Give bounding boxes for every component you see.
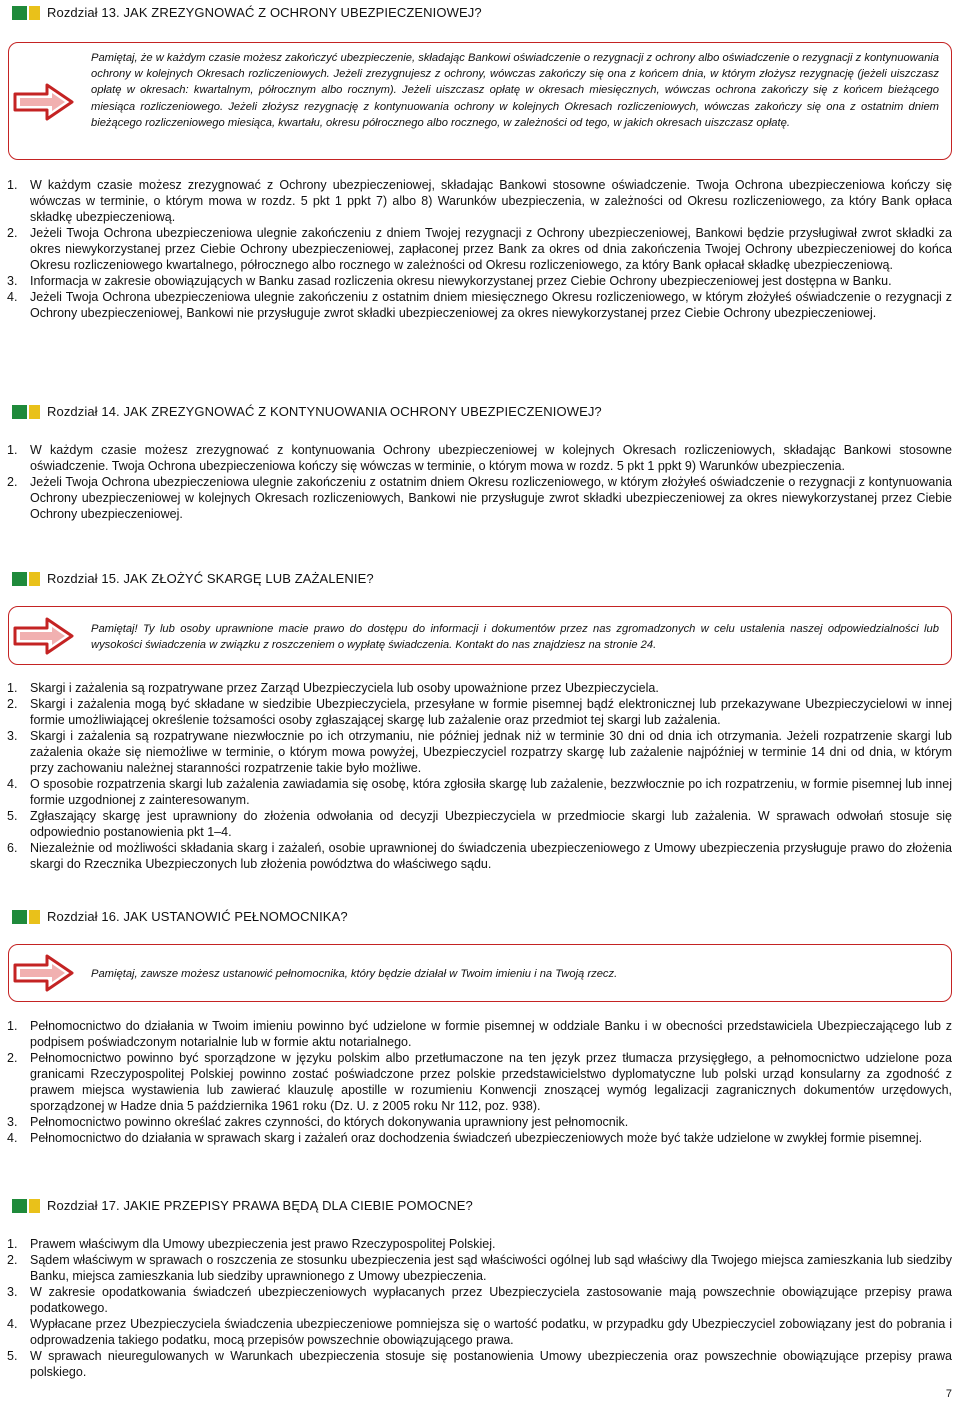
green-square-icon: [12, 405, 27, 419]
green-square-icon: [12, 910, 27, 924]
list-item: 5. Zgłaszający skargę jest uprawniony do złożenia odwołania od decyzji Ubezpieczyciela w przedmiocie skargi lub zażalenia. W sprawach odwołań stosuje się odpowiednio postanowienia pkt 1–4.: [7, 809, 952, 839]
green-square-icon: [12, 1199, 27, 1213]
list-item: 1. Prawem właściwym dla Umowy ubezpieczenia jest prawo Rzeczypospolitej Polskiej.: [7, 1237, 496, 1251]
notice-box: [8, 944, 952, 1002]
notice-text: Pamiętaj! Ty lub osoby uprawnione macie prawo do dostępu do informacji i dokumentów przez nas zgromadzonych w celu ustalenia naszej odpowiedzialności lub wysokości świadczenia w związku z roszczeniem o wypłatę świadczenia. Kontakt do nas znajdziesz na stronie 24.: [91, 623, 939, 652]
section-title: Rozdział 14. JAK ZREZYGNOWAĆ Z KONTYNUOWANIA OCHRONY UBEZPIECZENIOWEJ?: [47, 404, 602, 419]
numbered-list: [7, 442, 952, 522]
numbered-list: [7, 1018, 952, 1146]
yellow-square-icon: [29, 6, 40, 20]
list-item: 4. Wypłacane przez Ubezpieczyciela świadczenia ubezpieczeniowe pomniejsza się o wartość podatku, w przypadku gdy Ubezpieczyciel zobowiązany jest do pobrania i odprowadzenia takiego podatku, mocą przepisów powszechnie obowiązującego prawa.: [7, 1317, 952, 1347]
list-item: 4. Pełnomocnictwo do działania w sprawach skarg i zażaleń oraz dochodzenia świadczeń ubezpieczeniowych może być także udzielone w zwykłej formie pisemnej.: [7, 1131, 923, 1145]
notice-box: [8, 606, 952, 665]
section-heading: [12, 404, 602, 420]
section-heading: [12, 1198, 473, 1214]
red-arrow-icon: [13, 617, 75, 659]
notice-box: [8, 42, 952, 160]
list-item: 3. W zakresie opodatkowania świadczeń ubezpieczeniowych wypłacanych przez Ubezpieczyciela zastosowanie mają powszechnie obowiązujące przepisy prawa podatkowego.: [7, 1285, 952, 1315]
section-title: Rozdział 15. JAK ZŁOŻYĆ SKARGĘ LUB ZAŻALENIE?: [47, 571, 374, 586]
yellow-square-icon: [29, 405, 40, 419]
yellow-square-icon: [29, 1199, 40, 1213]
list-item: 3. Skargi i zażalenia są rozpatrywane niezwłocznie po ich otrzymaniu, nie później jednak niż w terminie 30 dni od dnia ich otrzymania. Jeżeli rozpatrzenie skargi lub zażalenia okaże się niemożliwe w terminie, o którym mowa powyżej, Ubezpieczyciel rozpatrzy skargę lub zażalenie najpóźniej w terminie 14 dni od dnia, w którym przy zachowaniu należnej staranności rozpatrzenie takie było możliwe.: [7, 729, 952, 775]
section-title: Rozdział 16. JAK USTANOWIĆ PEŁNOMOCNIKA?: [47, 909, 348, 924]
section-heading: [12, 909, 348, 925]
list-item: 2. Jeżeli Twoja Ochrona ubezpieczeniowa ulegnie zakończeniu z dniem Twojej rezygnacji z Ochrony ubezpieczeniowej, Bankowi będzie przysługiwał zwrot składki za okres niewykorzystanej przez Ciebie Ochrony ubezpieczeniowej, zapłaconej przez Bank za okres od dnia zakończenia Twojej Ochrony ubezpieczeniowej do końca Okresu rozliczeniowego kwartalnego, półrocznego albo rocznego w zależności od Okresu rozliczeniowego, za który Bank opłacał składkę ubezpieczeniową.: [7, 226, 952, 272]
section-heading: [12, 5, 482, 21]
green-square-icon: [12, 6, 27, 20]
list-item: 1. W każdym czasie możesz zrezygnować z Ochrony ubezpieczeniowej, składając Bankowi stosowne oświadczenie. Twoja Ochrona ubezpieczeniowa kończy się wówczas w terminie, o którym mowa w rozdz. 5 pkt 1 ppkt 7) albo 8) Warunków ubezpieczenia, w zależności od Okresu rozliczeniowego, za który Bank opłaca składkę ubezpieczeniową.: [7, 178, 952, 224]
section-heading: [12, 571, 374, 587]
page-number: 7: [945, 1388, 952, 1400]
numbered-list: [7, 1236, 952, 1380]
yellow-square-icon: [29, 910, 40, 924]
notice-text: Pamiętaj, zawsze możesz ustanowić pełnomocnika, który będzie działał w Twoim imieniu i na Twoją rzecz.: [91, 968, 618, 980]
list-item: 2. Jeżeli Twoja Ochrona ubezpieczeniowa ulegnie zakończeniu z ostatnim dniem Okresu rozliczeniowego, w którym złożyłeś oświadczenie o rezygnacji z kontynuowania Ochrony ubezpieczeniowej w kolejnych Okresach rozliczeniowych, Bankowi nie przysługuje zwrot składki ubezpieczeniowej za okres niewykorzystanej przez Ciebie Ochrony ubezpieczeniowej.: [7, 475, 952, 521]
list-item: 3. Informacja w zakresie obowiązujących w Banku zasad rozliczenia okresu niewykorzystanej przez Ciebie Ochrony ubezpieczeniowej jest dostępna w Banku.: [7, 274, 892, 288]
numbered-list: [7, 177, 952, 321]
list-item: 4. O sposobie rozpatrzenia skargi lub zażalenia zawiadamia się osobę, która zgłosiła skargę lub zażalenie, bezzwłocznie po ich rozpatrzeniu, w formie pisemnej lub innej formie uzgodnionej z zainteresowanym.: [7, 777, 952, 807]
list-item: 3. Pełnomocnictwo powinno określać zakres czynności, do których dokonywania uprawniony jest pełnomocnik.: [7, 1115, 629, 1129]
notice-text: Pamiętaj, że w każdym czasie możesz zakończyć ubezpieczenie, składając Bankowi oświadczenie o rezygnacji z ochrony albo oświadczenie o rezygnacji z kontynuowania ochrony w kolejnych Okresach rozliczeniowych. Jeżeli zrezygnujesz z ochrony, wówczas zakończy się ona z końcem dnia, w którym złożysz rezygnację (jeżeli uiszczasz opłatę w okresach: kwartalnym, półrocznym albo rocznym). Jeżeli uiszczasz opłatę w okresach miesięcznych, wówczas ochrona zakończy się z końcem bieżącego miesiąca rozliczeniowego. Jeżeli złożysz rezygnację z kontynuowania ochrony w kolejnych Okresach rozliczeniowych, wówczas zakończy się ona z ostatnim dniem bieżącego rozliczeniowego miesiąca, kwartału, okresu półrocznego albo rocznego, w zależności od tego, w jakich okresach uiszczasz opłatę.: [91, 52, 939, 129]
list-item: 1. Skargi i zażalenia są rozpatrywane przez Zarząd Ubezpieczyciela lub osoby upoważnione przez Ubezpieczyciela.: [7, 681, 659, 695]
section-title: Rozdział 17. JAKIE PRZEPISY PRAWA BĘDĄ DLA CIEBIE POMOCNE?: [47, 1198, 473, 1213]
list-item: 6. Niezależnie od możliwości składania skarg i zażaleń, osobie uprawnionej do świadczenia ubezpieczeniowego z Umowy ubezpieczenia przysługuje prawo do złożenia skargi do Rzecznika Ubezpieczonych lub złożenia powództwa do właściwego sądu.: [7, 841, 952, 871]
red-arrow-icon: [13, 954, 75, 996]
list-item: 1. W każdym czasie możesz zrezygnować z kontynuowania Ochrony ubezpieczeniowej w kolejnych Okresach rozliczeniowych, składając Bankowi stosowne oświadczenie. Twoja Ochrona ubezpieczeniowa kończy się wówczas w terminie, o którym mowa w rozdz. 5 pkt 1 ppkt 9) Warunków ubezpieczenia.: [7, 443, 952, 473]
numbered-list: [7, 680, 952, 872]
list-item: 4. Jeżeli Twoja Ochrona ubezpieczeniowa ulegnie zakończeniu z ostatnim dniem miesięcznego Okresu rozliczeniowego, w którym złożyłeś oświadczenie o rezygnacji z Ochrony ubezpieczeniowej, Bankowi nie przysługuje zwrot składki ubezpieczeniowej za okres niewykorzystanej przez Ciebie Ochrony ubezpieczeniowej.: [7, 290, 952, 320]
red-arrow-icon: [13, 83, 75, 125]
list-item: 5. W sprawach nieuregulowanych w Warunkach ubezpieczenia stosuje się postanowienia Umowy ubezpieczenia oraz powszechnie obowiązujące przepisy prawa polskiego.: [7, 1349, 952, 1379]
green-square-icon: [12, 572, 27, 586]
list-item: 2. Pełnomocnictwo powinno być sporządzone w języku polskim albo przetłumaczone na ten język przez tłumacza przysięgłego, a pełnomocnictwo udzielone poza granicami Rzeczypospolitej Polskiej powinno zostać poświadczone przez polskie przedstawicielstwo dyplomatyczne lub polski urząd konsularny za zgodność z prawem miejsca wystawienia lub zawierać klauzulę apostille w rozumieniu Konwencji znoszącej wymóg legalizacji zagranicznych dokumentów urzędowych, sporządzonej w Hadze dnia 5 października 1961 roku (Dz. U. z 2005 roku Nr 112, poz. 938).: [7, 1051, 952, 1113]
yellow-square-icon: [29, 572, 40, 586]
list-item: 1. Pełnomocnictwo do działania w Twoim imieniu powinno być udzielone w formie pisemnej w oddziale Banku i w obecności przedstawiciela Ubezpieczającego lub z podpisem poświadczonym notarialnie lub w formie aktu notarialnego.: [7, 1019, 952, 1049]
list-item: 2. Skargi i zażalenia mogą być składane w siedzibie Ubezpieczyciela, przesyłane w formie pisemnej bądź elektronicznej lub przekazywane Ubezpieczycielowi w innej formie umożliwiającej określenie tożsamości osoby zgłaszającej skargę lub zażalenie oraz przedmiot tej skargi lub zażalenia.: [7, 697, 952, 727]
section-title: Rozdział 13. JAK ZREZYGNOWAĆ Z OCHRONY UBEZPIECZENIOWEJ?: [47, 5, 482, 20]
list-item: 2. Sądem właściwym w sprawach o roszczenia ze stosunku ubezpieczenia jest sąd właściwości ogólnej lub sąd właściwy dla Twojego miejsca zamieszkania lub siedziby Banku, miejsca zamieszkania lub siedziby uprawnionego z Umowy ubezpieczenia.: [7, 1253, 952, 1283]
